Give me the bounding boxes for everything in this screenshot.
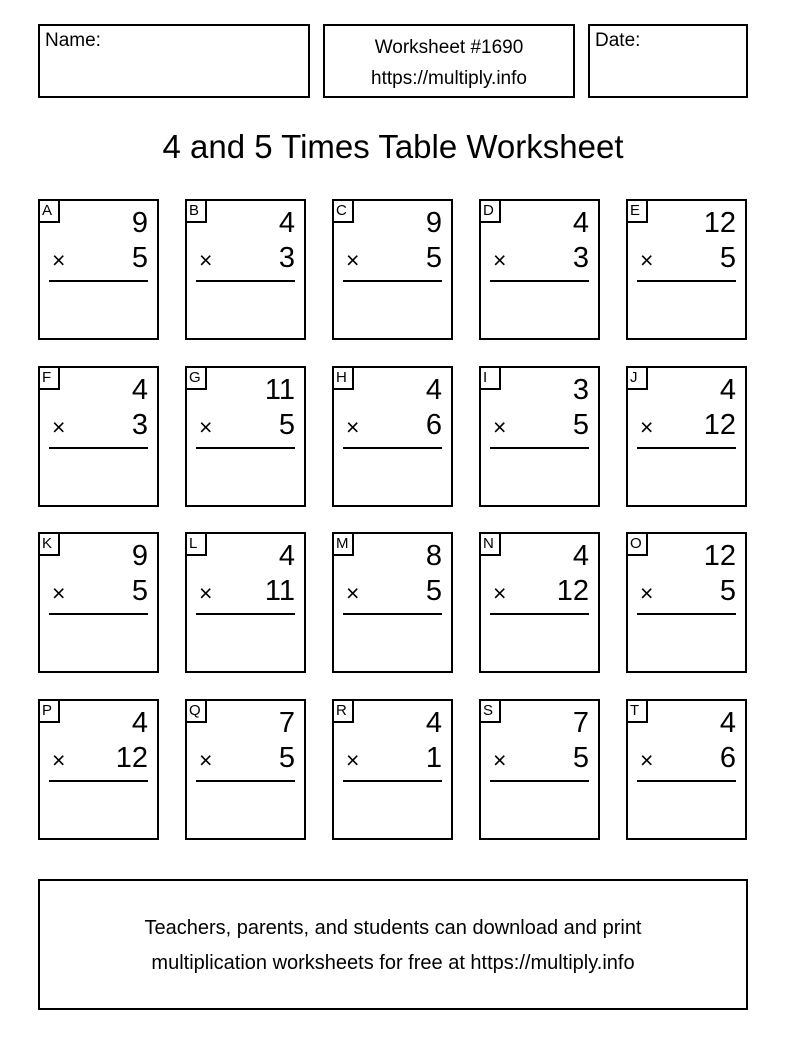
answer-line [196, 780, 295, 782]
answer-line [343, 280, 442, 282]
multiplicand: 8 [425, 540, 442, 572]
answer-line [637, 613, 736, 615]
multiplier: 12 [115, 742, 148, 774]
answer-line [490, 780, 589, 782]
problem-card-e[interactable] [626, 199, 747, 340]
answer-line [49, 780, 148, 782]
answer-line [490, 447, 589, 449]
page-title: 4 and 5 Times Table Worksheet [162, 128, 624, 165]
multiplier: 5 [425, 575, 442, 607]
problem-letter: I [481, 368, 501, 390]
date-field[interactable] [588, 24, 748, 98]
multiply-sign: × [493, 247, 507, 273]
multiplicand: 7 [572, 707, 589, 739]
multiply-sign: × [199, 580, 213, 606]
problem-card-a[interactable] [38, 199, 159, 340]
multiply-sign: × [640, 414, 654, 440]
multiplicand: 7 [278, 707, 295, 739]
multiply-sign: × [493, 747, 507, 773]
multiplier: 5 [131, 575, 148, 607]
worksheet-number: Worksheet #1690 [374, 37, 524, 58]
multiply-sign: × [199, 747, 213, 773]
answer-line [196, 280, 295, 282]
name-label: Name: [45, 30, 101, 51]
multiplier: 5 [572, 742, 589, 774]
multiplicand: 4 [278, 207, 295, 239]
answer-line [49, 613, 148, 615]
multiply-sign: × [640, 747, 654, 773]
multiply-sign: × [52, 747, 66, 773]
answer-line [637, 280, 736, 282]
multiplier: 3 [278, 242, 295, 274]
problem-card-g[interactable] [185, 366, 306, 507]
problem-card-i[interactable] [479, 366, 600, 507]
name-field[interactable] [38, 24, 310, 98]
multiplier: 12 [703, 409, 736, 441]
multiplicand: 11 [264, 374, 295, 406]
multiplier: 5 [719, 242, 736, 274]
multiplicand: 4 [572, 207, 589, 239]
problem-letter: R [334, 701, 354, 723]
problem-card-m[interactable] [332, 532, 453, 673]
problem-letter: L [187, 534, 207, 556]
answer-line [196, 447, 295, 449]
problem-letter: C [334, 201, 354, 223]
multiplicand: 4 [131, 707, 148, 739]
problem-card-s[interactable] [479, 699, 600, 840]
multiplier: 5 [719, 575, 736, 607]
multiplicand: 4 [719, 374, 736, 406]
multiplier: 1 [425, 742, 442, 774]
multiplier: 3 [131, 409, 148, 441]
multiplicand: 4 [425, 707, 442, 739]
multiply-sign: × [346, 747, 360, 773]
worksheet-url[interactable]: https://multiply.info [371, 68, 527, 89]
problem-card-q[interactable] [185, 699, 306, 840]
multiply-sign: × [493, 580, 507, 606]
problem-card-l[interactable] [185, 532, 306, 673]
multiply-sign: × [52, 580, 66, 606]
multiply-sign: × [346, 247, 360, 273]
problem-card-j[interactable] [626, 366, 747, 507]
problem-letter: E [628, 201, 648, 223]
problem-card-b[interactable] [185, 199, 306, 340]
multiplier: 5 [131, 242, 148, 274]
answer-line [490, 280, 589, 282]
answer-line [490, 613, 589, 615]
answer-line [196, 613, 295, 615]
problem-card-p[interactable] [38, 699, 159, 840]
worksheet-info-box [323, 24, 575, 98]
answer-line [343, 613, 442, 615]
answer-line [637, 780, 736, 782]
multiplicand: 4 [425, 374, 442, 406]
multiplicand: 4 [719, 707, 736, 739]
answer-line [637, 447, 736, 449]
multiplicand: 4 [131, 374, 148, 406]
problem-letter: O [628, 534, 648, 556]
problem-letter: H [334, 368, 354, 390]
multiplicand: 12 [703, 207, 736, 239]
multiplicand: 9 [131, 540, 148, 572]
problem-card-d[interactable] [479, 199, 600, 340]
multiplier: 6 [425, 409, 442, 441]
multiply-sign: × [52, 414, 66, 440]
problem-card-h[interactable] [332, 366, 453, 507]
multiplier: 5 [278, 409, 295, 441]
multiplier: 5 [425, 242, 442, 274]
problem-card-t[interactable] [626, 699, 747, 840]
multiplier: 11 [264, 575, 295, 607]
problem-card-f[interactable] [38, 366, 159, 507]
problem-letter: P [40, 701, 60, 723]
problem-letter: G [187, 368, 207, 390]
multiply-sign: × [493, 414, 507, 440]
multiply-sign: × [640, 247, 654, 273]
problem-letter: F [40, 368, 60, 390]
multiply-sign: × [199, 414, 213, 440]
multiplicand: 4 [278, 540, 295, 572]
multiplier: 3 [572, 242, 589, 274]
problem-letter: M [334, 534, 354, 556]
multiplicand: 9 [131, 207, 148, 239]
multiplier: 12 [556, 575, 589, 607]
multiplier: 5 [278, 742, 295, 774]
answer-line [49, 447, 148, 449]
problem-card-n[interactable] [479, 532, 600, 673]
multiply-sign: × [346, 580, 360, 606]
problem-card-o[interactable] [626, 532, 747, 673]
problem-letter: A [40, 201, 60, 223]
footer-box [38, 879, 748, 1010]
problem-card-c[interactable] [332, 199, 453, 340]
answer-line [343, 447, 442, 449]
footer-line-1: Teachers, parents, and students can download and print [144, 917, 642, 939]
problem-letter: K [40, 534, 60, 556]
multiply-sign: × [346, 414, 360, 440]
problem-letter: D [481, 201, 501, 223]
problem-letter: T [628, 701, 648, 723]
date-label: Date: [595, 30, 641, 51]
footer-line-2: multiplication worksheets for free at https://multiply.info [151, 952, 635, 974]
problem-card-k[interactable] [38, 532, 159, 673]
multiplier: 5 [572, 409, 589, 441]
problem-letter: B [187, 201, 207, 223]
multiply-sign: × [640, 580, 654, 606]
multiplier: 6 [719, 742, 736, 774]
problem-letter: J [628, 368, 648, 390]
answer-line [49, 280, 148, 282]
problem-card-r[interactable] [332, 699, 453, 840]
multiplicand: 4 [572, 540, 589, 572]
problem-letter: Q [187, 701, 207, 723]
multiply-sign: × [199, 247, 213, 273]
answer-line [343, 780, 442, 782]
multiplicand: 9 [425, 207, 442, 239]
multiply-sign: × [52, 247, 66, 273]
multiplicand: 3 [572, 374, 589, 406]
multiplicand: 12 [703, 540, 736, 572]
problem-letter: N [481, 534, 501, 556]
problem-letter: S [481, 701, 501, 723]
